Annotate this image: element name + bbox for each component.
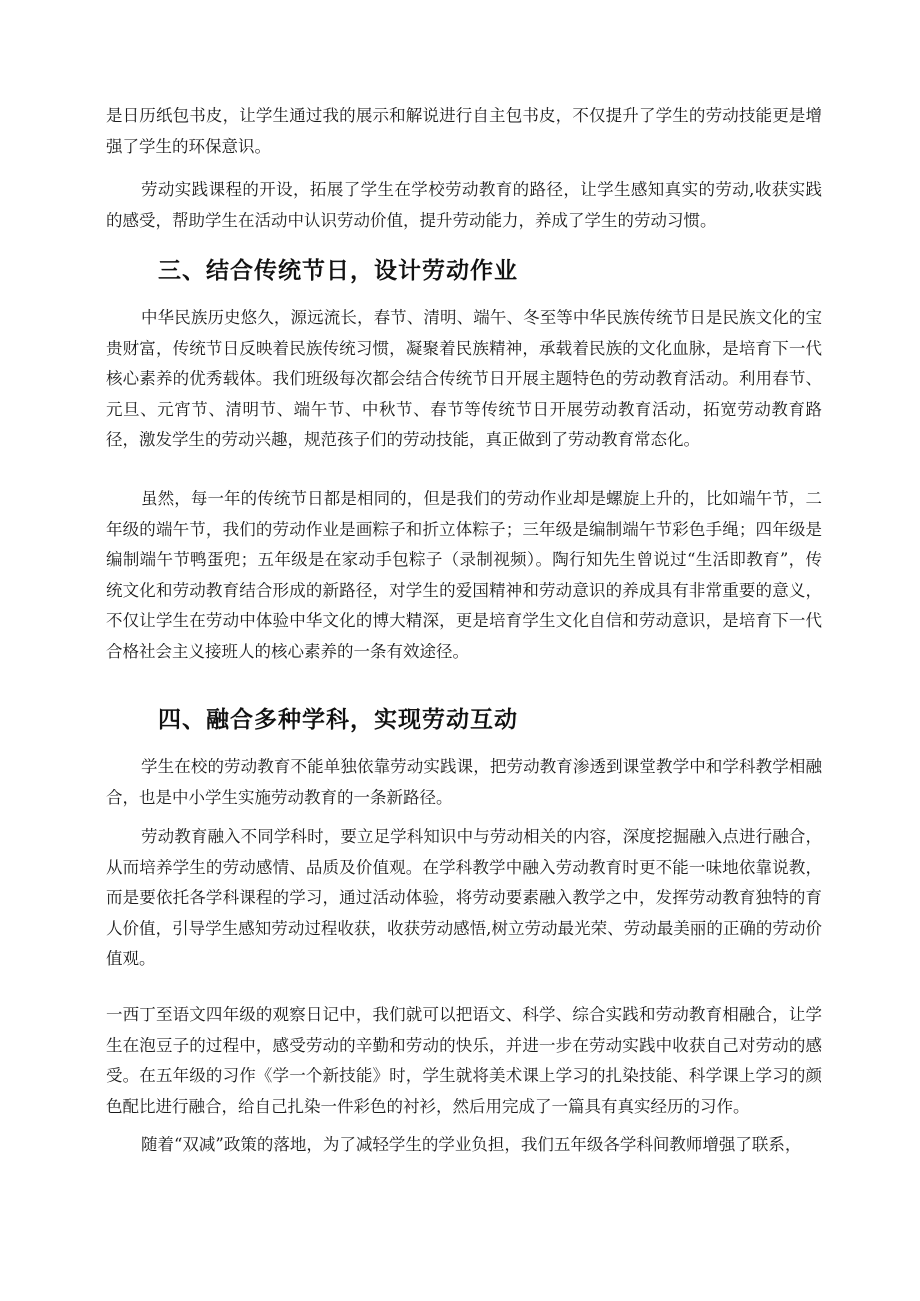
paragraph-spiral-homework: 虽然，每一年的传统节日都是相同的，但是我们的劳动作业却是螺旋上升的，比如端午节，二年级的端午节，我们的劳动作业是画粽子和折立体粽子；三年级是编制端午节彩色手绳；四年级是编制端午节鸭蛋兜；五年级是在家动手包粽子（录制视频）。陶行知先生曾说过“生活即教育”，传统文化和劳动教育结合形成的新路径，对学生的爱国精神和劳动意识的养成具有非常重要的意义，不仅让学生在劳动中体验中华文化的博大精深，更是培育学生文化自信和劳动意识，是培育下一代合格社会主义接班人的核心素养的一条有效途径。 [106,489,822,661]
paragraph-labor-values: 劳动教育融入不同学科时，要立足学科知识中与劳动相关的内容，深度挖掘融入点进行融合，从而培养学生的劳动感情、品质及价值观。在学科教学中融入劳动教育时更不能一味地依靠说教，而是要依托各学科课程的学习，通过活动体验，将劳动要素融入教学之中，发挥劳动教育独特的育人价值，引导学生感知劳动过程收获，收获劳动感悟,树立劳动最光荣、劳动最美丽的正确的劳动价值观。 [106,827,822,968]
paragraph-double-reduction: 随着“双减”政策的落地，为了减轻学生的学业负担，我们五年级各学科间教师增强了联系， [141,1135,802,1154]
section-heading-traditional-festivals: 三、结合传统节日，设计劳动作业 [158,258,518,284]
section-heading-multi-subject: 四、融合多种学科，实现劳动互动 [158,707,518,733]
paragraph-festival-heritage: 中华民族历史悠久，源远流长，春节、清明、端午、冬至等中华民族传统节日是民族文化的宝贵财富，传统节日反映着民族传统习惯，凝聚着民族精神，承载着民族的文化血脉，是培育下一代核心素养的优秀载体。我们班级每次都会结合传统节日开展主题特色的劳动教育活动。利用春节、元旦、元宵节、清明节、端午节、中秋节、春节等传统节日开展劳动教育活动，拓宽劳动教育路径，激发学生的劳动兴趣，规范孩子们的劳动技能，真正做到了劳动教育常态化。 [106,308,822,449]
paragraph-observation-diary: 一西丁至语文四年级的观察日记中，我们就可以把语文、科学、综合实践和劳动教育相融合，让学生在泡豆子的过程中，感受劳动的辛勤和劳动的快乐，并进一步在劳动实践中收获自己对劳动的感受。在五年级的习作《学一个新技能》时，学生就将美术课上学习的扎染技能、科学课上学习的颜色配比进行融合，给自己扎染一件彩色的衬衫，然后用完成了一篇具有真实经历的习作。 [106,1005,822,1116]
paragraph-book-cover: 是日历纸包书皮，让学生通过我的展示和解说进行自主包书皮，不仅提升了学生的劳动技能更是增强了学生的环保意识。 [106,106,822,156]
paragraph-subject-integration: 学生在校的劳动教育不能单独依靠劳动实践课，把劳动教育渗透到课堂教学中和学科教学相融合，也是中小学生实施劳动教育的一条新路径。 [106,757,822,807]
paragraph-labor-course: 劳动实践课程的开设，拓展了学生在学校劳动教育的路径，让学生感知真实的劳动,收获实践的感受，帮助学生在活动中认识劳动价值，提升劳动能力，养成了学生的劳动习惯。 [106,180,822,230]
